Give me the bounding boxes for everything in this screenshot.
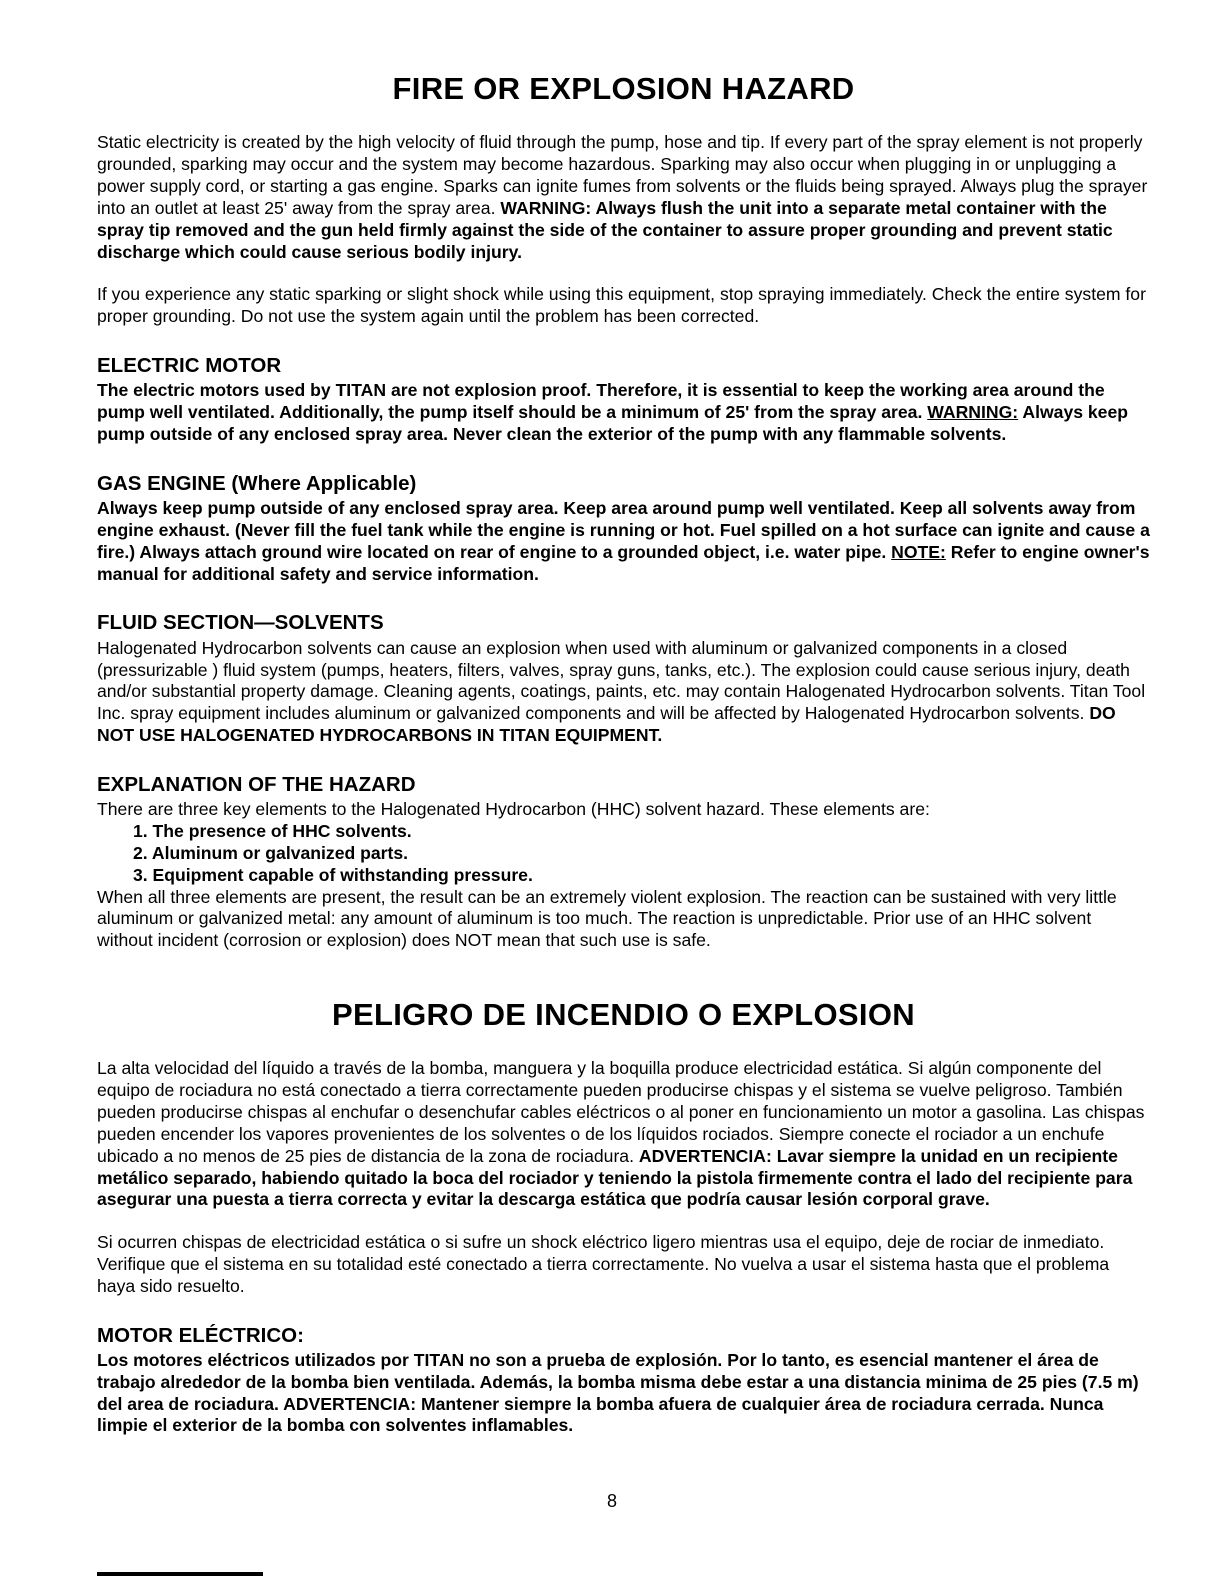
bottom-left-rule — [97, 1572, 263, 1576]
hazard-elements-list — [97, 821, 1150, 886]
section-electric-motor — [97, 353, 1150, 446]
gas-engine-text-after: Refer to engine owner's manual for additional safety and service information. — [97, 541, 1150, 584]
english-title: FIRE OR EXPLOSION HAZARD — [392, 71, 855, 106]
fluid-section-paragraph — [97, 638, 1150, 747]
electric-motor-text-before: The electric motors used by TITAN are not explosion proof. Therefore, it is essential to keep the working area around the pump well ventilated. Additionally, the pump itself should be a minimum of 25' from the spray area. — [97, 380, 1105, 423]
motor-electrico-paragraph: Los motores eléctricos utilizados por TITAN no son a prueba de explosión. Por lo tanto, es esencial mantener el área de trabajo alrededor de la bomba bien ventilada. Además, la bomba misma debe estar a una distancia minima de 25 pies (7.5 m) del area de rociadura. ADVERTENCIA: Mantener siempre la bomba afuera de cualquier área de rociadura cerrada. Nunca limpie el exterior de la bomba con solventes inflamables. — [97, 1349, 1139, 1436]
motor-electrico-heading: MOTOR ELÉCTRICO: — [97, 1323, 304, 1347]
hazard-list-item: 2. Aluminum or galvanized parts. — [133, 842, 409, 863]
section-hazard-explanation — [97, 772, 1150, 952]
gas-engine-paragraph — [97, 498, 1150, 585]
explanation-intro: There are three key elements to the Halogenated Hydrocarbon (HHC) solvent hazard. These elements are: — [97, 799, 930, 820]
gas-engine-text-before: Always keep pump outside of any enclosed spray area. Keep area around pump well ventilated. Keep all solvents away from engine exhaust. (Never fill the fuel tank while the engine is running or hot. Fuel spilled on a hot surface can ignite and cause a fire.) Always attach ground wire located on rear of engine to a grounded object, i.e. water pipe. — [97, 498, 1150, 562]
fluid-section-text: Halogenated Hydrocarbon solvents can cause an explosion when used with aluminum or galvanized components in a closed (pressurizable ) fluid system (pumps, heaters, filters, valves, spray guns, tanks, etc.). The explosion could cause serious injury, death and/or substantial property damage. Cleaning agents, coatings, paints, etc. may contain Halogenated Hydrocarbon solvents. Titan Tool Inc. spray equipment includes aluminum or galvanized components and will be affected by Halogenated Hydrocarbon solvents. — [97, 637, 1146, 724]
fluid-section-heading: FLUID SECTION—SOLVENTS — [97, 611, 384, 635]
explanation-outro: When all three elements are present, the result can be an extremely violent explosion. The reaction can be sustained with very little aluminum or galvanized metal: any amount of aluminum is too much. The reaction is unpredictable. Prior use of an HHC solvent without incident (corrosion or explosion) does NOT mean that such use is safe. — [97, 886, 1117, 951]
electric-motor-paragraph — [97, 380, 1150, 445]
english-static-shock-paragraph: If you experience any static sparking or slight shock while using this equipment, stop spraying immediately. Check the entire system for proper grounding. Do not use the system again until the problem has been corrected. — [97, 284, 1146, 327]
spanish-title: PELIGRO DE INCENDIO O EXPLOSION — [332, 997, 915, 1032]
english-intro-paragraph — [97, 132, 1150, 263]
spanish-static-shock-paragraph: Si ocurren chispas de electricidad estática o si sufre un shock eléctrico ligero mientras usa el equipo, deje de rociar de inmediato. Verifique que el sistema en su totalidad esté conectado a tierra correctamente. No vuelva a usar el sistema hasta que el problema haya sido resuelto. — [97, 1232, 1110, 1296]
hazard-list-item: 3. Equipment capable of withstanding pressure. — [133, 864, 533, 885]
section-gas-engine — [97, 471, 1150, 586]
electric-motor-text-after: Always keep pump outside of any enclosed spray area. Never clean the exterior of the pump with any flammable solvents. — [97, 402, 1128, 444]
note-underlined-label: NOTE: — [891, 541, 946, 562]
warning-underlined-label: WARNING: — [927, 402, 1019, 423]
spanish-intro-warning-text: ADVERTENCIA: Lavar siempre la unidad en un recipiente metálico separado, habiendo quitado la boca del rociador y teniendo la pistola firmemente contra el lado del recipiente para asegurar una puesta a tierra correcta y evitar la descarga estática que podría causar lesión corporal grave. — [97, 1145, 1133, 1210]
section-fluid-solvents — [97, 610, 1150, 746]
english-intro-warning-text: WARNING: Always flush the unit into a separate metal container with the spray tip removed and the gun held firmly against the side of the container to assure proper grounding and prevent static discharge which could cause serious bodily injury. — [97, 197, 1113, 262]
spanish-intro-paragraph — [97, 1058, 1150, 1211]
spanish-intro-text: La alta velocidad del líquido a través de la bomba, manguera y la boquilla produce electricidad estática. Si algún componente del equipo de rociadura no está conectado a tierra correctamente pueden producirse chispas y el sistema se vuelve peligroso. También pueden producirse chispas al enchufar o desenchufar cables eléctricos o al poner en funcionamiento un motor a gasolina. Las chispas pueden encender los vapores provenientes de los solventes o de los líquidos rociados. Siempre conecte el rociador a un enchufe ubicado a no menos de 25 pies de distancia de la zona de rociadura. — [97, 1058, 1145, 1166]
fluid-section-warning-text: DO NOT USE HALOGENATED HYDROCARBONS IN TITAN EQUIPMENT. — [97, 703, 1116, 746]
explanation-heading: EXPLANATION OF THE HAZARD — [97, 772, 416, 796]
hazard-list-item: 1. The presence of HHC solvents. — [133, 821, 412, 842]
gas-engine-heading: GAS ENGINE (Where Applicable) — [97, 471, 417, 495]
section-motor-electrico — [97, 1323, 1150, 1438]
electric-motor-heading: ELECTRIC MOTOR — [97, 353, 282, 377]
page-number: 8 — [606, 1491, 617, 1511]
english-intro-text: Static electricity is created by the high velocity of fluid through the pump, hose and tip. If every part of the spray element is not properly grounded, sparking may occur and the system may become hazardous. Sparking may also occur when plugging in or unplugging a power supply cord, or starting a gas engine. Sparks can ignite fumes from solvents or the fluids being sprayed. Always plug the sprayer into an outlet at least 25' away from the spray area. — [97, 132, 1148, 218]
